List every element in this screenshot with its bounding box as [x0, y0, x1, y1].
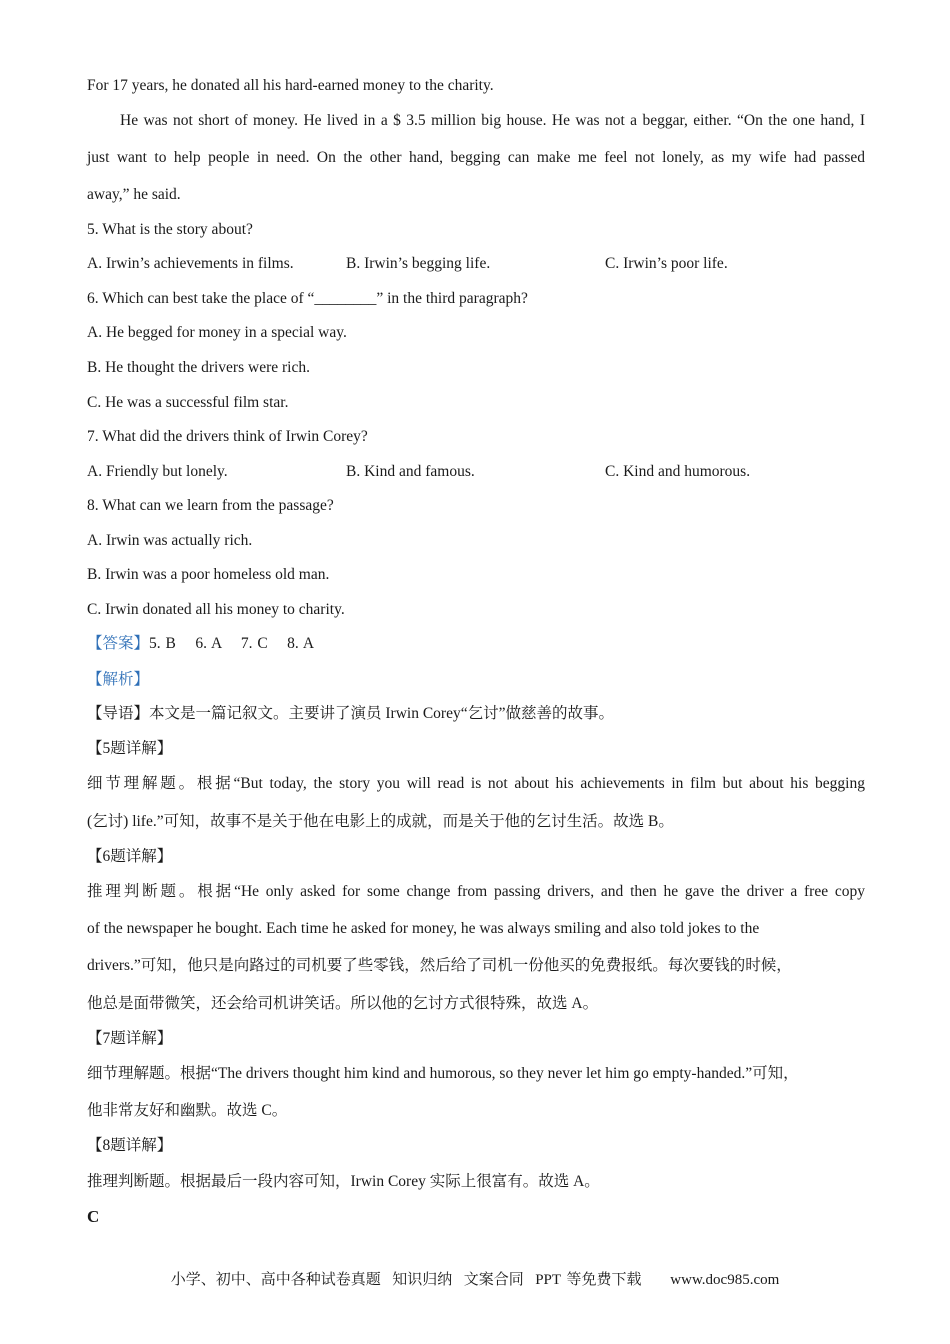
- answer-text: 5. B 6. A 7. C 8. A: [149, 635, 315, 652]
- q8-heading: 【8题详解】: [87, 1137, 173, 1154]
- option-a: A. He begged for money in a special way.: [87, 324, 347, 341]
- option-b: B. Kind and famous.: [346, 463, 475, 480]
- q5-analysis-line: 细节理解题。根据“But today, the story you will read is not about his achievements in film but about his begging: [87, 775, 865, 792]
- option-c: C. Irwin donated all his money to charity.: [87, 601, 345, 618]
- page-footer: 小学、初中、高中各种试卷真题 知识归纳 文案合同 PPT 等免费下载 www.doc985.com: [170, 1272, 780, 1288]
- answer-tag: 【答案】: [87, 635, 150, 652]
- section-heading-c: C: [87, 1207, 100, 1226]
- passage-line: He was not short of money. He lived in a $ 3.5 million big house. He was not a beggar, either. “On the one hand, I: [120, 112, 865, 129]
- analysis-tag: 【解析】: [87, 671, 150, 688]
- question-5-stem: 5. What is the story about?: [87, 221, 253, 238]
- option-c: C. He was a successful film star.: [87, 394, 289, 411]
- q7-heading: 【7题详解】: [87, 1030, 173, 1047]
- q6-analysis-line: drivers.”可知，他只是向路过的司机要了些零钱，然后给了司机一份他买的免费报纸。每次要钱的时候，: [87, 957, 792, 974]
- q8-analysis-line: 推理判断题。根据最后一段内容可知，Irwin Corey 实际上很富有。故选 A。: [87, 1173, 600, 1190]
- option-b: B. Irwin’s begging life.: [346, 255, 491, 272]
- option-c: C. Kind and humorous.: [605, 463, 751, 480]
- question-7-stem: 7. What did the drivers think of Irwin Corey?: [87, 428, 368, 445]
- option-a: A. Irwin was actually rich.: [87, 532, 253, 549]
- option-c: C. Irwin’s poor life.: [605, 255, 728, 272]
- question-8-stem: 8. What can we learn from the passage?: [87, 497, 334, 514]
- passage-line: For 17 years, he donated all his hard-earned money to the charity.: [87, 77, 494, 94]
- option-a: A. Friendly but lonely.: [87, 463, 228, 480]
- answer-line: [87, 634, 314, 654]
- passage-line: away,” he said.: [87, 186, 181, 203]
- q5-analysis-line: (乞讨) life.”可知，故事不是关于他在电影上的成就，而是关于他的乞讨生活。故选 B。: [87, 813, 674, 830]
- passage-line: just want to help people in need. On the other hand, begging can make me feel not lonely, as my wife had passed: [87, 149, 865, 166]
- q7-analysis-line: 他非常友好和幽默。故选 C。: [87, 1102, 288, 1119]
- q5-heading: 【5题详解】: [87, 740, 173, 757]
- analysis-intro: 【导语】本文是一篇记叙文。主要讲了演员 Irwin Corey“乞讨”做慈善的故事。: [87, 705, 614, 722]
- option-a: A. Irwin’s achievements in films.: [87, 255, 294, 272]
- q7-analysis-line: 细节理解题。根据“The drivers thought him kind and humorous, so they never let him go empty-handed.”可知，: [87, 1065, 799, 1082]
- q6-analysis-line: of the newspaper he bought. Each time he asked for money, he was always smiling and also told jokes to the: [87, 920, 760, 937]
- question-6-stem: 6. Which can best take the place of “________” in the third paragraph?: [87, 290, 528, 307]
- option-b: B. Irwin was a poor homeless old man.: [87, 566, 330, 583]
- option-b: B. He thought the drivers were rich.: [87, 359, 310, 376]
- q6-heading: 【6题详解】: [87, 848, 173, 865]
- q6-analysis-line: 推理判断题。根据“He only asked for some change from passing drivers, and then he gave the driver a free copy: [87, 883, 865, 900]
- q6-analysis-line: 他总是面带微笑，还会给司机讲笑话。所以他的乞讨方式很特殊，故选 A。: [87, 995, 599, 1012]
